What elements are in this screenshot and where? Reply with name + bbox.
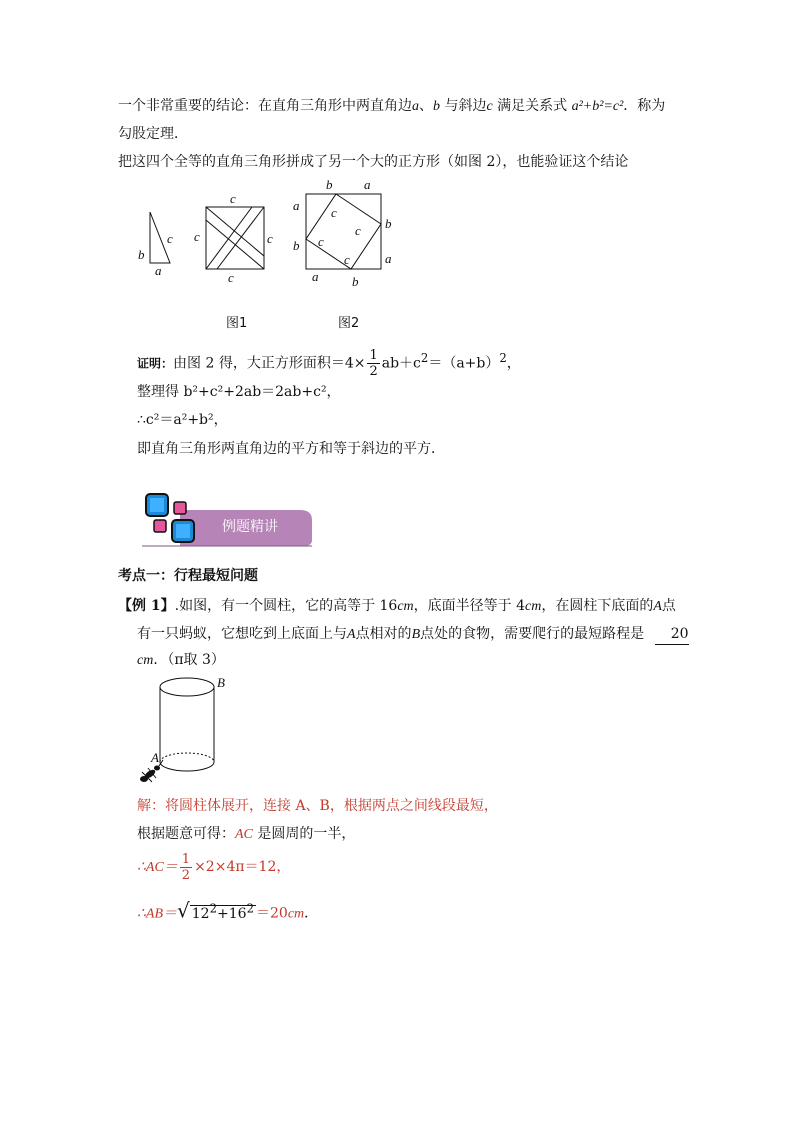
fig1-sq-top-c: c [230,191,236,206]
figure1-caption: 图1 [226,316,248,331]
section-title: 考点一：行程最短问题 [118,568,258,584]
pythagoras-formula: a²+b²=c² [571,99,624,114]
fig2-inner-c1: c [331,205,337,220]
fig2-bottom-a: a [312,269,319,284]
fig1-sq-bottom-c: c [228,270,234,285]
figure1-square [194,191,273,285]
intro-line-1: 一个非常重要的结论：在直角三角形中两直角边a、b 与斜边c 满足关系式 a²+b²=c²．称为 [118,98,666,114]
example-line-1: 【例 1】.如图，有一个圆柱，它的高等于 16cm，底面半径等于 4cm，在圆柱下底面的A点 [118,598,676,614]
intro-line-2: 勾股定理． [118,126,188,142]
cylinder-figure [130,672,240,788]
proof-line-4: 即直角三角形两直角边的平方和等于斜边的平方． [137,441,445,457]
fig2-left-b: b [293,238,300,253]
sqrt-radicand: $12^2+16^2$ [191,901,254,922]
solution-line-2: 根据题意可得：AC 是圆周的一半， [137,826,356,842]
answer-blank: 20 [655,624,689,645]
pythagoras-figures [130,175,410,295]
figure1-triangle [138,212,173,278]
point-b-label: B [217,675,225,690]
fig2-inner-c2: c [355,223,361,238]
example-line-2: 有一只蚂蚁，它想吃到上底面上与A点相对的B点处的食物，需要爬行的最短路程是 20 [137,624,689,645]
figure2-caption: 图2 [338,316,360,331]
fig1-label-b: b [138,247,145,262]
solution-line-4: ∴AB＝√ $12^2+16^2 =20cm$． [137,898,319,923]
fig2-top-a: a [364,177,371,192]
proof-fraction: $\frac{1}{2}$ [369,348,378,380]
solution-line-3: ∴AC＝ $\frac{1}{2}$ ×2×4π＝12， [137,851,291,883]
fig2-bottom-b: b [352,274,359,289]
intro-line-3: 把这四个全等的直角三角形拼成了另一个大的正方形（如图 2），也能验证这个结论 [118,154,629,170]
fig2-right-a: a [385,251,392,266]
fig2-left-a: a [293,198,300,213]
proof-line-2: 整理得 b²+c²+2ab＝2ab+c²， [137,384,341,400]
fig1-sq-left-c: c [194,229,200,244]
example-line-3: cm．（π取 3） [137,652,225,668]
proof-line-3: ∴c²＝a²+b²， [137,412,228,428]
solution-line-1: 解：将圆柱体展开，连接 A、B，根据两点之间线段最短， [137,798,498,814]
fig2-right-b: b [385,216,392,231]
proof-line-1: 证明：由图 2 得，大正方形面积＝4× $\frac{1}{2}$ $ab+c^2=(a+b)^2$， [137,348,521,380]
banner-title: 例题精讲 [222,519,278,535]
solution-fraction: $\frac{1}{2}$ [181,851,191,883]
figure2-square [293,177,392,289]
fig1-sq-right-c: c [267,231,273,246]
fig1-label-a: a [155,263,162,278]
fig2-top-b: b [326,177,333,192]
sqrt-icon: √ [177,898,190,923]
fig2-inner-c3: c [318,234,324,249]
fig1-label-c: c [167,231,173,246]
fig2-inner-c4: c [344,252,350,267]
point-a-label: A [151,750,159,765]
